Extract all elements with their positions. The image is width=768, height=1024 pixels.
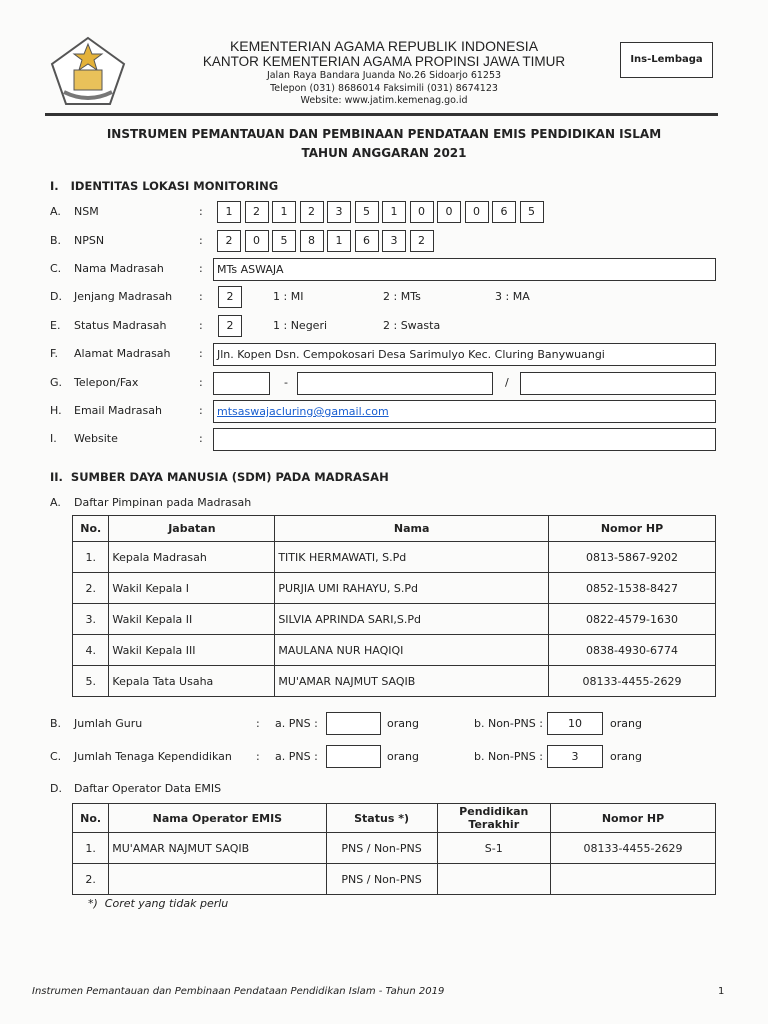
staff-pns-label: a. PNS :	[275, 750, 318, 763]
colon: :	[199, 404, 203, 417]
row-letter-website: I.	[50, 432, 57, 445]
row-number: 2.	[73, 573, 109, 604]
table-row	[73, 635, 716, 666]
nsm-digit[interactable]: 6	[492, 201, 516, 223]
form-code: Ins-Lembaga	[620, 42, 713, 78]
staff-nonpns-field[interactable]: 3	[547, 745, 603, 768]
colon: :	[199, 376, 203, 389]
nsm-digit[interactable]: 2	[245, 201, 269, 223]
position-cell: Kepala Tata Usaha	[109, 666, 275, 697]
row-label-nsm: NSM	[74, 205, 99, 218]
section2-heading: II. SUMBER DAYA MANUSIA (SDM) PADA MADRASAH	[50, 470, 389, 484]
nsm-digit[interactable]: 1	[272, 201, 296, 223]
column-header: Nomor HP	[551, 804, 716, 833]
colon: :	[199, 205, 203, 218]
column-header: Nomor HP	[549, 516, 716, 542]
row-number: 5.	[73, 666, 109, 697]
row-letter-email: H.	[50, 404, 62, 417]
row-letter-jenjang: D.	[50, 290, 62, 303]
staff-nonpns-unit: orang	[610, 750, 642, 763]
phone-cell	[551, 864, 716, 895]
position-cell: Wakil Kepala I	[109, 573, 275, 604]
colon: :	[199, 234, 203, 247]
npsn-digit[interactable]: 3	[382, 230, 406, 252]
row-label-nama-madrasah: Nama Madrasah	[74, 262, 164, 275]
status-option-negeri: 1 : Negeri	[273, 319, 328, 332]
header-address: Jalan Raya Bandara Juanda No.26 Sidoarjo 61253	[266, 70, 502, 81]
npsn-digit[interactable]: 1	[327, 230, 351, 252]
row-label-telepon-fax: Telepon/Fax	[74, 376, 139, 389]
phone-cell: 0813-5867-9202	[549, 542, 716, 573]
teacher-pns-field[interactable]	[326, 712, 381, 735]
teacher-nonpns-unit: orang	[610, 717, 642, 730]
row-label-status: Status Madrasah	[74, 319, 167, 332]
row-letter-telepon-fax: G.	[50, 376, 63, 389]
npsn-digit[interactable]: 2	[410, 230, 434, 252]
column-header: No.	[73, 516, 109, 542]
position-cell: Kepala Madrasah	[109, 542, 275, 573]
table-row	[73, 604, 716, 635]
title-line2: TAHUN ANGGARAN 2021	[301, 146, 467, 160]
nama-madrasah-field[interactable]: MTs ASWAJA	[213, 258, 716, 281]
name-cell: PURJIA UMI RAHAYU, S.Pd	[275, 573, 549, 604]
email-link[interactable]: mtsaswajacluring@gamail.com	[217, 405, 389, 418]
subsection-d-letter: D.	[50, 782, 62, 795]
staff-pns-unit: orang	[387, 750, 419, 763]
row-letter-alamat: F.	[50, 347, 59, 360]
column-header: No.	[73, 804, 109, 833]
footer-text: Instrumen Pemantauan dan Pembinaan Pendataan Pendidikan Islam - Tahun 2019	[32, 986, 445, 997]
phone-cell: 08133-4455-2629	[551, 833, 716, 864]
colon: :	[199, 347, 203, 360]
teacher-pns-unit: orang	[387, 717, 419, 730]
staff-pns-field[interactable]	[326, 745, 381, 768]
title-line1: INSTRUMEN PEMANTAUAN DAN PEMBINAAN PENDATAAN EMIS PENDIDIKAN ISLAM	[106, 127, 662, 141]
staff-letter: C.	[50, 750, 62, 763]
name-cell: SILVIA APRINDA SARI,S.Pd	[275, 604, 549, 635]
nsm-digit[interactable]: 1	[382, 201, 406, 223]
operators-table	[72, 803, 716, 895]
row-label-website: Website	[74, 432, 118, 445]
teacher-letter: B.	[50, 717, 62, 730]
section1-heading: I. IDENTITAS LOKASI MONITORING	[50, 179, 279, 193]
jenjang-field[interactable]: 2	[218, 286, 242, 308]
jenjang-option-mi: 1 : MI	[273, 290, 304, 303]
education-cell: S-1	[437, 833, 550, 864]
staff-nonpns-label: b. Non-PNS :	[474, 750, 543, 763]
npsn-digit[interactable]: 5	[272, 230, 296, 252]
row-number: 1.	[73, 542, 109, 573]
colon: :	[256, 750, 260, 763]
row-label-email: Email Madrasah	[74, 404, 162, 417]
column-header: Nama	[275, 516, 549, 542]
status-cell: PNS / Non-PNS	[326, 864, 437, 895]
nsm-digit[interactable]: 3	[327, 201, 351, 223]
nsm-digit[interactable]: 5	[355, 201, 379, 223]
page-number: 1	[718, 986, 725, 997]
table-row	[73, 573, 716, 604]
table-row	[73, 666, 716, 697]
phone-cell: 0852-1538-8427	[549, 573, 716, 604]
row-number: 2.	[73, 864, 109, 895]
row-letter-nsm: A.	[50, 205, 61, 218]
nsm-digit[interactable]: 0	[437, 201, 461, 223]
npsn-digit[interactable]: 8	[300, 230, 324, 252]
phone-cell: 0838-4930-6774	[549, 635, 716, 666]
colon: :	[199, 290, 203, 303]
operator-name-cell: MU'AMAR NAJMUT SAQIB	[109, 833, 326, 864]
column-header: Pendidikan Terakhir	[437, 804, 550, 833]
row-label-npsn: NPSN	[74, 234, 105, 247]
row-label-jenjang: Jenjang Madrasah	[74, 290, 173, 303]
header-website: Website: www.jatim.kemenag.go.id	[300, 95, 468, 106]
row-letter-nama-madrasah: C.	[50, 262, 62, 275]
nsm-digit[interactable]: 0	[410, 201, 434, 223]
phone-cell: 0822-4579-1630	[549, 604, 716, 635]
row-number: 3.	[73, 604, 109, 635]
row-number: 1.	[73, 833, 109, 864]
name-cell: TITIK HERMAWATI, S.Pd	[275, 542, 549, 573]
npsn-digit[interactable]: 6	[355, 230, 379, 252]
subsection-a-label: Daftar Pimpinan pada Madrasah	[74, 496, 252, 509]
teacher-nonpns-field[interactable]: 10	[547, 712, 603, 735]
subsection-d-label: Daftar Operator Data EMIS	[74, 782, 222, 795]
position-cell: Wakil Kepala II	[109, 604, 275, 635]
position-cell: Wakil Kepala III	[109, 635, 275, 666]
table-row	[73, 864, 716, 895]
nsm-digit[interactable]: 0	[465, 201, 489, 223]
nsm-digit[interactable]: 5	[520, 201, 544, 223]
row-letter-status: E.	[50, 319, 61, 332]
row-number: 4.	[73, 635, 109, 666]
npsn-digit[interactable]: 2	[217, 230, 241, 252]
header-phone: Telepon (031) 8686014 Faksimili (031) 8674123	[270, 83, 498, 94]
phone-separator: -	[284, 376, 288, 389]
teacher-pns-label: a. PNS :	[275, 717, 318, 730]
email-field[interactable]	[213, 400, 716, 423]
column-header: Nama Operator EMIS	[109, 804, 326, 833]
colon: :	[199, 262, 203, 275]
teacher-nonpns-label: b. Non-PNS :	[474, 717, 543, 730]
fax-separator: /	[505, 376, 509, 389]
teacher-label: Jumlah Guru	[74, 717, 143, 730]
nsm-digit[interactable]: 1	[217, 201, 241, 223]
operator-name-cell	[109, 864, 326, 895]
jenjang-option-ma: 3 : MA	[495, 290, 530, 303]
education-cell	[437, 864, 550, 895]
subsection-a-letter: A.	[50, 496, 61, 509]
header-divider	[45, 113, 718, 116]
status-option-swasta: 2 : Swasta	[383, 319, 441, 332]
colon: :	[256, 717, 260, 730]
row-label-alamat: Alamat Madrasah	[74, 347, 171, 360]
table-row	[73, 833, 716, 864]
footnote: *) Coret yang tidak perlu	[88, 897, 229, 910]
website-field[interactable]	[213, 428, 716, 451]
jenjang-option-mts: 2 : MTs	[383, 290, 421, 303]
header-line2: KANTOR KEMENTERIAN AGAMA PROPINSI JAWA TIMUR	[202, 54, 566, 69]
row-letter-npsn: B.	[50, 234, 62, 247]
leaders-table	[72, 515, 716, 697]
phone-cell: 08133-4455-2629	[549, 666, 716, 697]
nsm-digit[interactable]: 2	[300, 201, 324, 223]
column-header: Status *)	[326, 804, 437, 833]
npsn-digit[interactable]: 0	[245, 230, 269, 252]
status-cell: PNS / Non-PNS	[326, 833, 437, 864]
column-header: Jabatan	[109, 516, 275, 542]
alamat-field[interactable]: Jln. Kopen Dsn. Cempokosari Desa Sarimulyo Kec. Cluring Banywuangi	[213, 343, 716, 366]
status-field[interactable]: 2	[218, 315, 242, 337]
staff-label: Jumlah Tenaga Kependidikan	[74, 750, 232, 763]
colon: :	[199, 319, 203, 332]
table-row	[73, 542, 716, 573]
area-code-field[interactable]	[213, 372, 270, 395]
fax-field[interactable]	[520, 372, 716, 395]
phone-field[interactable]	[297, 372, 493, 395]
header-line1: KEMENTERIAN AGAMA REPUBLIK INDONESIA	[229, 38, 539, 54]
colon: :	[199, 432, 203, 445]
name-cell: MAULANA NUR HAQIQI	[275, 635, 549, 666]
name-cell: MU'AMAR NAJMUT SAQIB	[275, 666, 549, 697]
